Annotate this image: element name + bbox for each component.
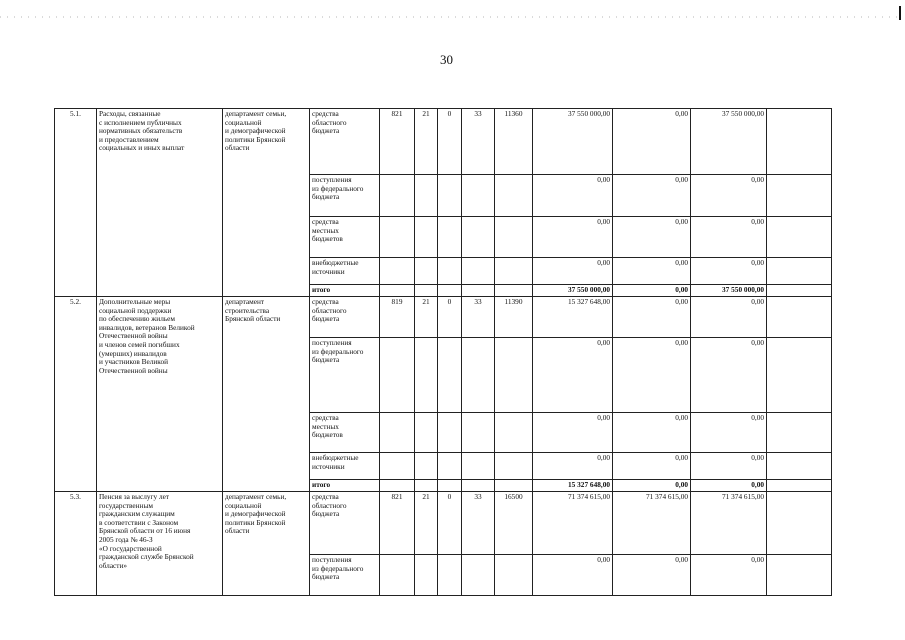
code-direction [462, 175, 495, 217]
code-grbs [380, 480, 415, 492]
amount-total: 15 327 648,00 [533, 480, 613, 492]
code-expense: 16500 [495, 492, 533, 555]
page-number: 30 [440, 52, 453, 67]
code-expense [495, 453, 533, 480]
empty-cell [767, 109, 832, 175]
table-row [55, 109, 832, 175]
code-grbs: 819 [380, 297, 415, 338]
measure-name: Пенсия за выслугу лет государственным гражданским служащим в соответствии с Законом Брянской области от 16 июня 2005 года № 46-З «О государственной гражданской службе Брянской области» [97, 492, 223, 596]
amount-total: 37 550 000,00 [533, 109, 613, 175]
empty-cell [767, 413, 832, 453]
amount-total: 15 327 648,00 [533, 297, 613, 338]
code-section [415, 217, 438, 258]
amount-total: 0,00 [533, 217, 613, 258]
amount-year-2: 0,00 [691, 480, 767, 492]
code-direction: 33 [462, 492, 495, 555]
code-section: 21 [415, 492, 438, 555]
code-section [415, 175, 438, 217]
code-direction [462, 217, 495, 258]
code-expense [495, 285, 533, 297]
executor-org: департамент семьи, социальной и демографической политики Брянской области [223, 492, 310, 596]
amount-total: 0,00 [533, 453, 613, 480]
code-direction [462, 480, 495, 492]
empty-cell [767, 338, 832, 413]
empty-cell [767, 555, 832, 596]
amount-year-1: 0,00 [613, 109, 691, 175]
funding-source: поступления из федерального бюджета [310, 338, 380, 413]
code-direction: 33 [462, 297, 495, 338]
empty-cell [767, 297, 832, 338]
funding-source: поступления из федерального бюджета [310, 555, 380, 596]
amount-year-1: 71 374 615,00 [613, 492, 691, 555]
code-section [415, 555, 438, 596]
funding-source: средства местных бюджетов [310, 217, 380, 258]
code-section [415, 453, 438, 480]
code-direction [462, 258, 495, 285]
code-grbs [380, 453, 415, 480]
code-expense [495, 258, 533, 285]
amount-year-2: 0,00 [691, 297, 767, 338]
empty-cell [767, 453, 832, 480]
funding-source: внебюджетные источники [310, 258, 380, 285]
code-grbs [380, 175, 415, 217]
empty-cell [767, 175, 832, 217]
table-row [55, 492, 832, 555]
amount-year-2: 0,00 [691, 217, 767, 258]
amount-year-2: 0,00 [691, 413, 767, 453]
code-subprogram: 0 [438, 297, 462, 338]
code-section: 21 [415, 109, 438, 175]
amount-year-1: 0,00 [613, 480, 691, 492]
code-grbs: 821 [380, 109, 415, 175]
scan-mark [899, 6, 901, 20]
measure-name: Дополнительные меры социальной поддержки по обеспечению жильем инвалидов, ветеранов Великой Отечественной войны и членов семей погибших (умерших) инвалидов и участников Великой Отечественной войны [97, 297, 223, 492]
code-subprogram [438, 555, 462, 596]
amount-year-1: 0,00 [613, 258, 691, 285]
amount-year-1: 0,00 [613, 285, 691, 297]
code-section: 21 [415, 297, 438, 338]
funding-source: средства местных бюджетов [310, 413, 380, 453]
measure-name: Расходы, связанные с исполнением публичных нормативных обязательств и предоставлением социальных и иных выплат [97, 109, 223, 297]
amount-total: 37 550 000,00 [533, 285, 613, 297]
amount-year-1: 0,00 [613, 297, 691, 338]
code-subprogram [438, 258, 462, 285]
code-direction: 33 [462, 109, 495, 175]
code-expense [495, 338, 533, 413]
code-subprogram [438, 480, 462, 492]
executor-org: департамент семьи, социальной и демографической политики Брянской области [223, 109, 310, 297]
code-expense: 11390 [495, 297, 533, 338]
code-expense [495, 480, 533, 492]
empty-cell [767, 258, 832, 285]
amount-year-2: 71 374 615,00 [691, 492, 767, 555]
code-grbs [380, 413, 415, 453]
empty-cell [767, 492, 832, 555]
code-grbs [380, 285, 415, 297]
amount-year-2: 0,00 [691, 258, 767, 285]
code-subprogram: 0 [438, 492, 462, 555]
amount-year-1: 0,00 [613, 217, 691, 258]
code-expense [495, 413, 533, 453]
code-direction [462, 453, 495, 480]
code-subprogram [438, 453, 462, 480]
amount-year-1: 0,00 [613, 555, 691, 596]
row-number: 5.3. [55, 492, 97, 596]
amount-year-1: 0,00 [613, 413, 691, 453]
funding-source: внебюджетные источники [310, 453, 380, 480]
scan-noise-line [0, 16, 900, 18]
code-subprogram [438, 413, 462, 453]
amount-year-2: 37 550 000,00 [691, 109, 767, 175]
code-expense [495, 175, 533, 217]
amount-year-2: 0,00 [691, 453, 767, 480]
amount-total: 71 374 615,00 [533, 492, 613, 555]
code-section [415, 480, 438, 492]
code-direction [462, 285, 495, 297]
code-subprogram [438, 217, 462, 258]
table-row [55, 297, 832, 338]
budget-table [54, 108, 832, 596]
code-subprogram [438, 175, 462, 217]
funding-source: итого [310, 285, 380, 297]
code-direction [462, 555, 495, 596]
code-direction [462, 338, 495, 413]
amount-year-1: 0,00 [613, 338, 691, 413]
code-expense [495, 555, 533, 596]
amount-year-1: 0,00 [613, 175, 691, 217]
amount-total: 0,00 [533, 258, 613, 285]
code-subprogram [438, 285, 462, 297]
code-subprogram [438, 338, 462, 413]
code-section [415, 413, 438, 453]
empty-cell [767, 480, 832, 492]
amount-total: 0,00 [533, 175, 613, 217]
code-section [415, 338, 438, 413]
funding-source: средства областного бюджета [310, 109, 380, 175]
code-grbs [380, 258, 415, 285]
row-number: 5.2. [55, 297, 97, 492]
funding-source: поступления из федерального бюджета [310, 175, 380, 217]
code-grbs [380, 338, 415, 413]
funding-source: итого [310, 480, 380, 492]
row-number: 5.1. [55, 109, 97, 297]
funding-source: средства областного бюджета [310, 492, 380, 555]
amount-total: 0,00 [533, 413, 613, 453]
amount-year-2: 0,00 [691, 175, 767, 217]
code-direction [462, 413, 495, 453]
amount-total: 0,00 [533, 338, 613, 413]
code-grbs [380, 555, 415, 596]
amount-year-2: 0,00 [691, 338, 767, 413]
code-grbs [380, 217, 415, 258]
executor-org: департамент строительства Брянской области [223, 297, 310, 492]
empty-cell [767, 285, 832, 297]
code-section [415, 258, 438, 285]
amount-year-1: 0,00 [613, 453, 691, 480]
code-expense: 11360 [495, 109, 533, 175]
amount-year-2: 0,00 [691, 555, 767, 596]
code-expense [495, 217, 533, 258]
empty-cell [767, 217, 832, 258]
amount-total: 0,00 [533, 555, 613, 596]
amount-year-2: 37 550 000,00 [691, 285, 767, 297]
code-grbs: 821 [380, 492, 415, 555]
funding-source: средства областного бюджета [310, 297, 380, 338]
code-section [415, 285, 438, 297]
code-subprogram: 0 [438, 109, 462, 175]
